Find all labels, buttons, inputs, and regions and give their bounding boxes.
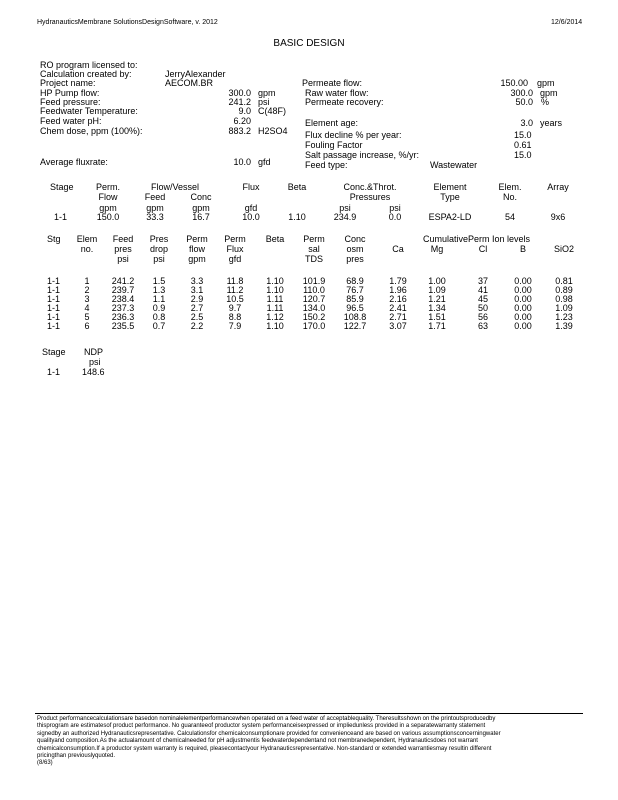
raw-water-label: Raw water flow:	[305, 88, 369, 98]
flow-cell: 2.7	[190, 303, 204, 313]
fouling-factor-value: 0.61	[514, 140, 532, 150]
stage-cell: 1-1	[54, 212, 68, 222]
ca-cell: 2.41	[389, 303, 407, 313]
perm-flow-cell: 150.0	[96, 212, 120, 222]
license-label: RO program licensed to:	[40, 60, 138, 70]
flow-cell: 2.5	[190, 312, 204, 322]
feed-pressure-value: 241.2	[228, 97, 251, 107]
ndp-col-ndp: NDP	[84, 347, 104, 357]
no-cell: 5	[84, 312, 90, 322]
report-date: 12/6/2014	[551, 19, 583, 26]
col-elem: Elem.	[498, 182, 522, 192]
recovery-unit: %	[541, 97, 550, 107]
ca-cell: 2.71	[389, 312, 407, 322]
unit-gpm: gpm	[99, 203, 117, 213]
osm-cell: 108.8	[343, 312, 367, 322]
drop-cell: 1.1	[152, 294, 166, 304]
ndp-unit-psi: psi	[89, 357, 101, 367]
feed-temp-value: 9.0	[238, 106, 251, 116]
col-cumulative: CumulativePerm Ion levels	[423, 234, 531, 244]
element-no-cell: 54	[504, 212, 515, 222]
fouling-factor-label: Fouling Factor	[305, 140, 363, 150]
col-elem: Elem	[76, 234, 98, 244]
stg-cell: 1-1	[47, 312, 61, 322]
col-perm-sal: Perm	[303, 234, 325, 244]
sio2-cell: 0.89	[555, 285, 573, 295]
col-flow: flow	[188, 244, 205, 254]
conc-pressure-cell: 234.9	[333, 212, 357, 222]
b-cell: 0.00	[514, 303, 532, 313]
software-name: HydranauticsMembrane SolutionsDesignSoftware, v. 2012	[37, 19, 218, 26]
element-age-label: Element age:	[305, 118, 359, 128]
osm-cell: 68.9	[346, 276, 364, 286]
recovery-label: Permeate recovery:	[305, 97, 384, 107]
tds-cell: 120.7	[302, 294, 326, 304]
mg-cell: 1.09	[428, 285, 446, 295]
array-cell: 9x6	[550, 212, 566, 222]
ca-cell: 1.96	[389, 285, 407, 295]
beta-cell: 1.10	[266, 321, 284, 331]
hp-pump-label: HP Pump flow:	[40, 88, 100, 98]
ph-value: 6.20	[233, 116, 251, 126]
throt-pressure-cell: 0.0	[388, 212, 402, 222]
col-feed: Feed	[112, 234, 134, 244]
no-cell: 3	[84, 294, 90, 304]
col-conc: Conc	[190, 192, 212, 202]
b-cell: 0.00	[514, 312, 532, 322]
project-value: AECOM.BR	[165, 78, 214, 88]
b-cell: 0.00	[514, 285, 532, 295]
feed-type-label: Feed type:	[305, 160, 348, 170]
ca-cell: 2.16	[389, 294, 407, 304]
feed-cell: 235.5	[111, 321, 135, 331]
flux-decline-value: 15.0	[514, 130, 532, 140]
col-flow: Flow	[98, 192, 118, 202]
cl-cell: 41	[477, 285, 488, 295]
unit-gpm: gpm	[188, 254, 206, 264]
beta-cell: 1.11	[266, 303, 284, 313]
col-conc: Conc	[344, 234, 366, 244]
no-cell: 2	[84, 285, 90, 295]
feed-cell: 236.3	[111, 312, 135, 322]
ndp-value-cell: 148.6	[82, 367, 105, 377]
permeate-flow-value: 150.00	[500, 78, 528, 88]
osm-cell: 96.5	[346, 303, 364, 313]
b-cell: 0.00	[514, 294, 532, 304]
disclaimer-line: pricingthan previouslyquoted.	[37, 753, 116, 760]
no-cell: 6	[84, 321, 90, 331]
unit-tds: TDS	[305, 254, 323, 264]
cl-cell: 45	[477, 294, 488, 304]
unit-pres: pres	[346, 254, 364, 264]
tds-cell: 101.9	[302, 276, 326, 286]
unit-psi: psi	[153, 254, 165, 264]
beta-cell: 1.10	[288, 212, 306, 222]
tds-cell: 110.0	[303, 285, 325, 295]
col-cl: Cl	[478, 244, 488, 254]
element-age-value: 3.0	[520, 118, 533, 128]
col-sal: sal	[308, 244, 320, 254]
unit-psi: psi	[339, 203, 351, 213]
beta-cell: 1.11	[266, 294, 284, 304]
disclaimer	[37, 716, 582, 768]
ca-cell: 3.07	[389, 321, 407, 331]
feed-cell: 238.4	[111, 294, 135, 304]
col-array: Array	[547, 182, 569, 192]
sio2-cell: 1.23	[555, 312, 573, 322]
col-no: No.	[502, 192, 517, 202]
sio2-cell: 0.98	[555, 294, 573, 304]
unit-psi: psi	[389, 203, 401, 213]
ph-label: Feed water pH:	[40, 116, 102, 126]
col-type: Type	[440, 192, 460, 202]
mg-cell: 1.34	[428, 303, 446, 313]
created-value: JerryAlexander	[165, 69, 226, 79]
feed-pressure-label: Feed pressure:	[40, 97, 101, 107]
feed-cell: 239.7	[111, 285, 135, 295]
osm-cell: 85.9	[346, 294, 364, 304]
unit-psi: psi	[117, 254, 129, 264]
hp-pump-value: 300.0	[228, 88, 251, 98]
avg-flux-value: 10.0	[233, 157, 251, 167]
flux-cell: 10.0	[242, 212, 260, 222]
flux-cell: 8.8	[228, 312, 242, 322]
flux-decline-label: Flux decline % per year:	[305, 130, 402, 140]
drop-cell: 1.5	[152, 276, 166, 286]
col-ca: Ca	[392, 244, 404, 254]
mg-cell: 1.21	[428, 294, 446, 304]
no-cell: 1	[84, 276, 90, 286]
col-element: Element	[433, 182, 467, 192]
sio2-cell: 1.39	[555, 321, 573, 331]
chem-dose-label: Chem dose, ppm (100%):	[40, 126, 143, 136]
unit-gfd: gfd	[228, 254, 242, 264]
permeate-flow-label: Permeate flow:	[302, 78, 363, 88]
page-title: BASIC DESIGN	[273, 38, 345, 49]
chem-dose-value: 883.2	[228, 126, 251, 136]
flow-cell: 3.1	[190, 285, 204, 295]
col-pres: Pres	[149, 234, 169, 244]
disclaimer-line: thisprogram are estimatesof product performance. No guaranteeof productor system performanceisexpressed or impliedunless provided in a separatewarranty statement	[37, 723, 486, 730]
b-cell: 0.00	[514, 276, 532, 286]
feed-temp-unit: C(48F)	[258, 106, 287, 116]
col-beta: Beta	[265, 234, 285, 244]
cl-cell: 37	[477, 276, 488, 286]
flux-cell: 9.7	[228, 303, 242, 313]
col-b: B	[519, 244, 526, 254]
col-drop: drop	[149, 244, 168, 254]
beta-cell: 1.10	[266, 285, 284, 295]
col-beta: Beta	[287, 182, 307, 192]
sio2-cell: 0.81	[555, 276, 573, 286]
cl-cell: 56	[477, 312, 488, 322]
col-flow-vessel: Flow/Vessel	[150, 182, 200, 192]
cl-cell: 63	[477, 321, 488, 331]
col-mg: Mg	[430, 244, 444, 254]
col-conc-throt: Conc.&Throt.	[343, 182, 397, 192]
avg-flux-label: Average fluxrate:	[40, 157, 108, 167]
flow-cell: 2.2	[190, 321, 204, 331]
feed-cell: 33.3	[146, 212, 164, 222]
col-stage: Stage	[50, 182, 74, 192]
stg-cell: 1-1	[47, 321, 61, 331]
flux-cell: 11.8	[226, 276, 244, 286]
drop-cell: 0.8	[152, 312, 166, 322]
mg-cell: 1.71	[428, 321, 446, 331]
conc-cell: 16.7	[192, 212, 210, 222]
feed-type-value: Wastewater	[430, 160, 478, 170]
avg-flux-unit: gfd	[258, 157, 271, 167]
ndp-stage-cell: 1-1	[47, 367, 61, 377]
col-stg: Stg	[47, 234, 61, 244]
flow-cell: 2.9	[190, 294, 204, 304]
recovery-value: 50.0	[515, 97, 533, 107]
element-age-unit: years	[540, 118, 563, 128]
unit-gfd: gfd	[244, 203, 258, 213]
permeate-flow-unit: gpm	[537, 78, 555, 88]
col-osm: osm	[346, 244, 364, 254]
col-perm: Perm	[186, 234, 208, 244]
tds-cell: 170.0	[302, 321, 326, 331]
salt-passage-label: Salt passage increase, %/yr:	[305, 150, 420, 160]
raw-water-value: 300.0	[510, 88, 533, 98]
no-cell: 4	[84, 303, 90, 313]
feed-cell: 241.2	[111, 276, 135, 286]
col-pres: pres	[114, 244, 132, 254]
stg-cell: 1-1	[47, 285, 61, 295]
feed-pressure-unit: psi	[258, 97, 270, 107]
flux-cell: 10.5	[226, 294, 244, 304]
unit-gpm: gpm	[146, 203, 164, 213]
flux-cell: 11.2	[226, 285, 244, 295]
osm-cell: 76.7	[346, 285, 364, 295]
col-perm: Perm.	[95, 182, 120, 192]
stg-cell: 1-1	[47, 276, 61, 286]
col-feed: Feed	[144, 192, 166, 202]
disclaimer-line: Product performancecalculationsare basedon nominalelementperformancewhen operated on a feed water of acceptablequality. Theresultsshown on the printoutsproducedby	[37, 716, 496, 722]
drop-cell: 0.9	[152, 303, 166, 313]
disclaimer-line: chemicalconsumption.If a productor system warranty is required, pleasecontactyour Hydranauticsrepresentative. Non-standard or extended warrantiesmay resultin different	[37, 745, 492, 752]
feed-cell: 237.3	[111, 303, 135, 313]
col-sio2: SiO2	[553, 244, 574, 254]
beta-cell: 1.10	[266, 276, 284, 286]
b-cell: 0.00	[514, 321, 532, 331]
col-flux: Flux	[226, 244, 244, 254]
col-pressures: Pressures	[349, 192, 391, 202]
mg-cell: 1.00	[428, 276, 446, 286]
project-label: Project name:	[40, 78, 96, 88]
col-perm-flux: Perm	[224, 234, 246, 244]
sio2-cell: 1.09	[555, 303, 573, 313]
salt-passage-value: 15.0	[514, 150, 532, 160]
stg-cell: 1-1	[47, 294, 61, 304]
hp-pump-unit: gpm	[258, 88, 276, 98]
mg-cell: 1.51	[428, 312, 446, 322]
feed-temp-label: Feedwater Temperature:	[40, 106, 138, 116]
ca-cell: 1.79	[389, 276, 407, 286]
disclaimer-line: qualityand composition.As the actualamount of chemicalneeded for pH adjustmentis feedwaterdependentand not membranedependent, Hydranauticsdoes not warrant	[37, 738, 478, 745]
beta-cell: 1.12	[266, 312, 284, 322]
unit-gpm: gpm	[192, 203, 210, 213]
col-flux: Flux	[242, 182, 260, 192]
osm-cell: 122.7	[343, 321, 367, 331]
drop-cell: 1.3	[152, 285, 166, 295]
raw-water-unit: gpm	[540, 88, 558, 98]
drop-cell: 0.7	[152, 321, 166, 331]
element-type-cell: ESPA2-LD	[428, 212, 472, 222]
flow-cell: 3.3	[190, 276, 204, 286]
flux-cell: 7.9	[228, 321, 242, 331]
ndp-col-stage: Stage	[42, 347, 66, 357]
disclaimer-line: signedby an authorized Hydranauticsrepresentative. Calculationsfor chemicalconsumptionare provided for convenienceand are based on various assumptionsconcerningwater	[37, 730, 501, 737]
footer-divider	[35, 713, 583, 714]
chem-dose-unit: H2SO4	[258, 126, 288, 136]
tds-cell: 134.0	[302, 303, 326, 313]
cl-cell: 50	[477, 303, 488, 313]
created-label: Calculation created by:	[40, 69, 132, 79]
page-number: (8/63)	[37, 760, 53, 767]
tds-cell: 150.2	[302, 312, 326, 322]
col-no: no.	[80, 244, 94, 254]
stg-cell: 1-1	[47, 303, 61, 313]
